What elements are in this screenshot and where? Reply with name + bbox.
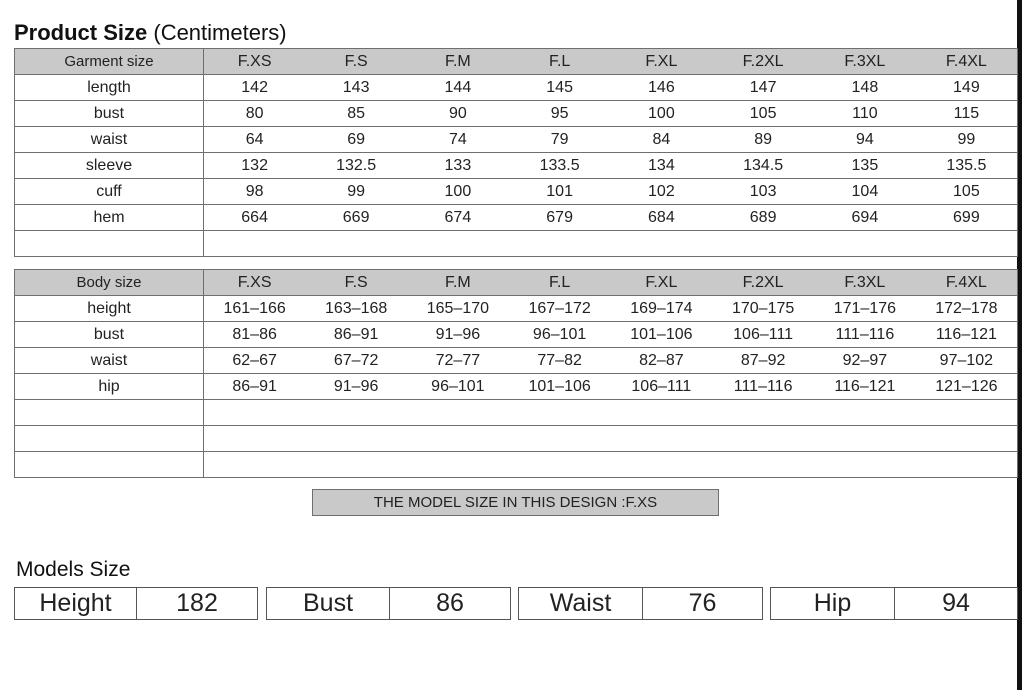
table-cell: 72–77 — [407, 348, 509, 374]
table-cell: 143 — [305, 75, 407, 101]
size-header: F.3XL — [814, 270, 916, 296]
size-header: F.L — [509, 270, 611, 296]
table-cell: 80 — [204, 101, 306, 127]
size-header: F.4XL — [916, 270, 1018, 296]
table-cell: 99 — [305, 179, 407, 205]
table-cell: 161–166 — [204, 296, 306, 322]
page-title-unit: (Centimeters) — [147, 20, 287, 45]
model-bust-box — [266, 587, 511, 620]
body-size-table — [14, 269, 1018, 478]
row-label: sleeve — [15, 153, 204, 179]
table-cell: 97–102 — [916, 348, 1018, 374]
empty-cell — [204, 231, 1018, 257]
size-header: F.S — [305, 49, 407, 75]
table-cell: 98 — [204, 179, 306, 205]
size-header: F.M — [407, 49, 509, 75]
model-hip-box — [770, 587, 1018, 620]
garment-size-table — [14, 48, 1018, 257]
empty-cell — [15, 452, 204, 478]
table-cell: 132 — [204, 153, 306, 179]
table-cell: 69 — [305, 127, 407, 153]
model-measure-value: 76 — [688, 589, 717, 617]
table-cell: 135.5 — [916, 153, 1018, 179]
empty-row — [15, 231, 1018, 257]
size-header: F.2XL — [712, 49, 814, 75]
table-cell: 664 — [204, 205, 306, 231]
table-cell: 172–178 — [916, 296, 1018, 322]
table-cell: 84 — [611, 127, 713, 153]
table-cell: 699 — [916, 205, 1018, 231]
empty-cell — [15, 231, 204, 257]
table-cell: 145 — [509, 75, 611, 101]
table-cell: 94 — [814, 127, 916, 153]
size-header: F.S — [305, 270, 407, 296]
size-header: F.2XL — [712, 270, 814, 296]
table-cell: 101–106 — [611, 322, 713, 348]
size-header: F.XS — [204, 49, 306, 75]
table-cell: 111–116 — [814, 322, 916, 348]
empty-row — [15, 426, 1018, 452]
table-cell: 85 — [305, 101, 407, 127]
size-header: F.XS — [204, 270, 306, 296]
table-cell: 134.5 — [712, 153, 814, 179]
model-waist-box — [518, 587, 763, 620]
table-cell: 135 — [814, 153, 916, 179]
table-row — [15, 101, 1018, 127]
model-height-box — [14, 587, 258, 620]
table-cell: 91–96 — [407, 322, 509, 348]
table-cell: 103 — [712, 179, 814, 205]
table-cell: 89 — [712, 127, 814, 153]
models-size-row — [14, 587, 1018, 620]
table-cell: 95 — [509, 101, 611, 127]
table-row — [15, 153, 1018, 179]
table-cell: 96–101 — [509, 322, 611, 348]
empty-row — [15, 452, 1018, 478]
table-cell: 132.5 — [305, 153, 407, 179]
table-cell: 116–121 — [916, 322, 1018, 348]
table-cell: 689 — [712, 205, 814, 231]
table-cell: 87–92 — [712, 348, 814, 374]
table-row — [15, 374, 1018, 400]
row-label: bust — [15, 101, 204, 127]
table-cell: 64 — [204, 127, 306, 153]
model-measure-value: 182 — [176, 589, 218, 617]
garment-header-label: Garment size — [15, 49, 204, 75]
row-label: waist — [15, 348, 204, 374]
table-cell: 99 — [916, 127, 1018, 153]
table-row — [15, 296, 1018, 322]
table-row — [15, 127, 1018, 153]
table-cell: 62–67 — [204, 348, 306, 374]
table-cell: 148 — [814, 75, 916, 101]
empty-cell — [15, 426, 204, 452]
table-cell: 171–176 — [814, 296, 916, 322]
table-cell: 674 — [407, 205, 509, 231]
garment-header-row — [15, 49, 1018, 75]
table-cell: 86–91 — [305, 322, 407, 348]
table-cell: 144 — [407, 75, 509, 101]
table-cell: 100 — [407, 179, 509, 205]
empty-cell — [204, 452, 1018, 478]
table-cell: 81–86 — [204, 322, 306, 348]
size-header: F.3XL — [814, 49, 916, 75]
row-label: hip — [15, 374, 204, 400]
row-label: hem — [15, 205, 204, 231]
table-cell: 74 — [407, 127, 509, 153]
model-size-note: THE MODEL SIZE IN THIS DESIGN :F.XS — [312, 489, 719, 516]
table-cell: 694 — [814, 205, 916, 231]
table-cell: 111–116 — [712, 374, 814, 400]
table-cell: 96–101 — [407, 374, 509, 400]
table-cell: 116–121 — [814, 374, 916, 400]
table-cell: 106–111 — [712, 322, 814, 348]
table-cell: 163–168 — [305, 296, 407, 322]
row-label: height — [15, 296, 204, 322]
table-cell: 115 — [916, 101, 1018, 127]
table-row — [15, 75, 1018, 101]
table-cell: 165–170 — [407, 296, 509, 322]
model-measure-value: 86 — [436, 589, 464, 617]
model-measure-label: Hip — [771, 588, 895, 619]
size-header: F.L — [509, 49, 611, 75]
table-cell: 149 — [916, 75, 1018, 101]
models-size-title: Models Size — [16, 558, 131, 581]
table-cell: 147 — [712, 75, 814, 101]
page-title — [14, 20, 287, 46]
table-cell: 86–91 — [204, 374, 306, 400]
table-cell: 91–96 — [305, 374, 407, 400]
empty-row — [15, 400, 1018, 426]
table-row — [15, 348, 1018, 374]
body-header-row — [15, 270, 1018, 296]
table-cell: 77–82 — [509, 348, 611, 374]
table-cell: 133.5 — [509, 153, 611, 179]
table-cell: 133 — [407, 153, 509, 179]
table-cell: 92–97 — [814, 348, 916, 374]
table-cell: 106–111 — [611, 374, 713, 400]
table-cell: 146 — [611, 75, 713, 101]
empty-cell — [15, 400, 204, 426]
table-cell: 82–87 — [611, 348, 713, 374]
table-cell: 100 — [611, 101, 713, 127]
row-label: waist — [15, 127, 204, 153]
model-measure-label: Bust — [267, 588, 390, 619]
table-cell: 121–126 — [916, 374, 1018, 400]
row-label: length — [15, 75, 204, 101]
table-cell: 167–172 — [509, 296, 611, 322]
table-cell: 169–174 — [611, 296, 713, 322]
table-cell: 90 — [407, 101, 509, 127]
table-cell: 134 — [611, 153, 713, 179]
table-cell: 105 — [712, 101, 814, 127]
table-cell: 669 — [305, 205, 407, 231]
table-cell: 142 — [204, 75, 306, 101]
table-row — [15, 322, 1018, 348]
size-header: F.XL — [611, 270, 713, 296]
row-label: bust — [15, 322, 204, 348]
size-header: F.XL — [611, 49, 713, 75]
model-measure-label: Waist — [519, 588, 643, 619]
table-cell: 684 — [611, 205, 713, 231]
page-title-main: Product Size — [14, 20, 148, 45]
size-header: F.4XL — [916, 49, 1018, 75]
table-cell: 101 — [509, 179, 611, 205]
size-header: F.M — [407, 270, 509, 296]
table-cell: 101–106 — [509, 374, 611, 400]
table-cell: 104 — [814, 179, 916, 205]
model-measure-label: Height — [15, 588, 137, 619]
empty-cell — [204, 426, 1018, 452]
table-cell: 105 — [916, 179, 1018, 205]
table-cell: 110 — [814, 101, 916, 127]
empty-cell — [204, 400, 1018, 426]
table-cell: 102 — [611, 179, 713, 205]
table-cell: 79 — [509, 127, 611, 153]
table-row — [15, 205, 1018, 231]
row-label: cuff — [15, 179, 204, 205]
table-row — [15, 179, 1018, 205]
body-header-label: Body size — [15, 270, 204, 296]
table-cell: 67–72 — [305, 348, 407, 374]
table-cell: 170–175 — [712, 296, 814, 322]
table-cell: 679 — [509, 205, 611, 231]
model-measure-value: 94 — [942, 589, 970, 617]
